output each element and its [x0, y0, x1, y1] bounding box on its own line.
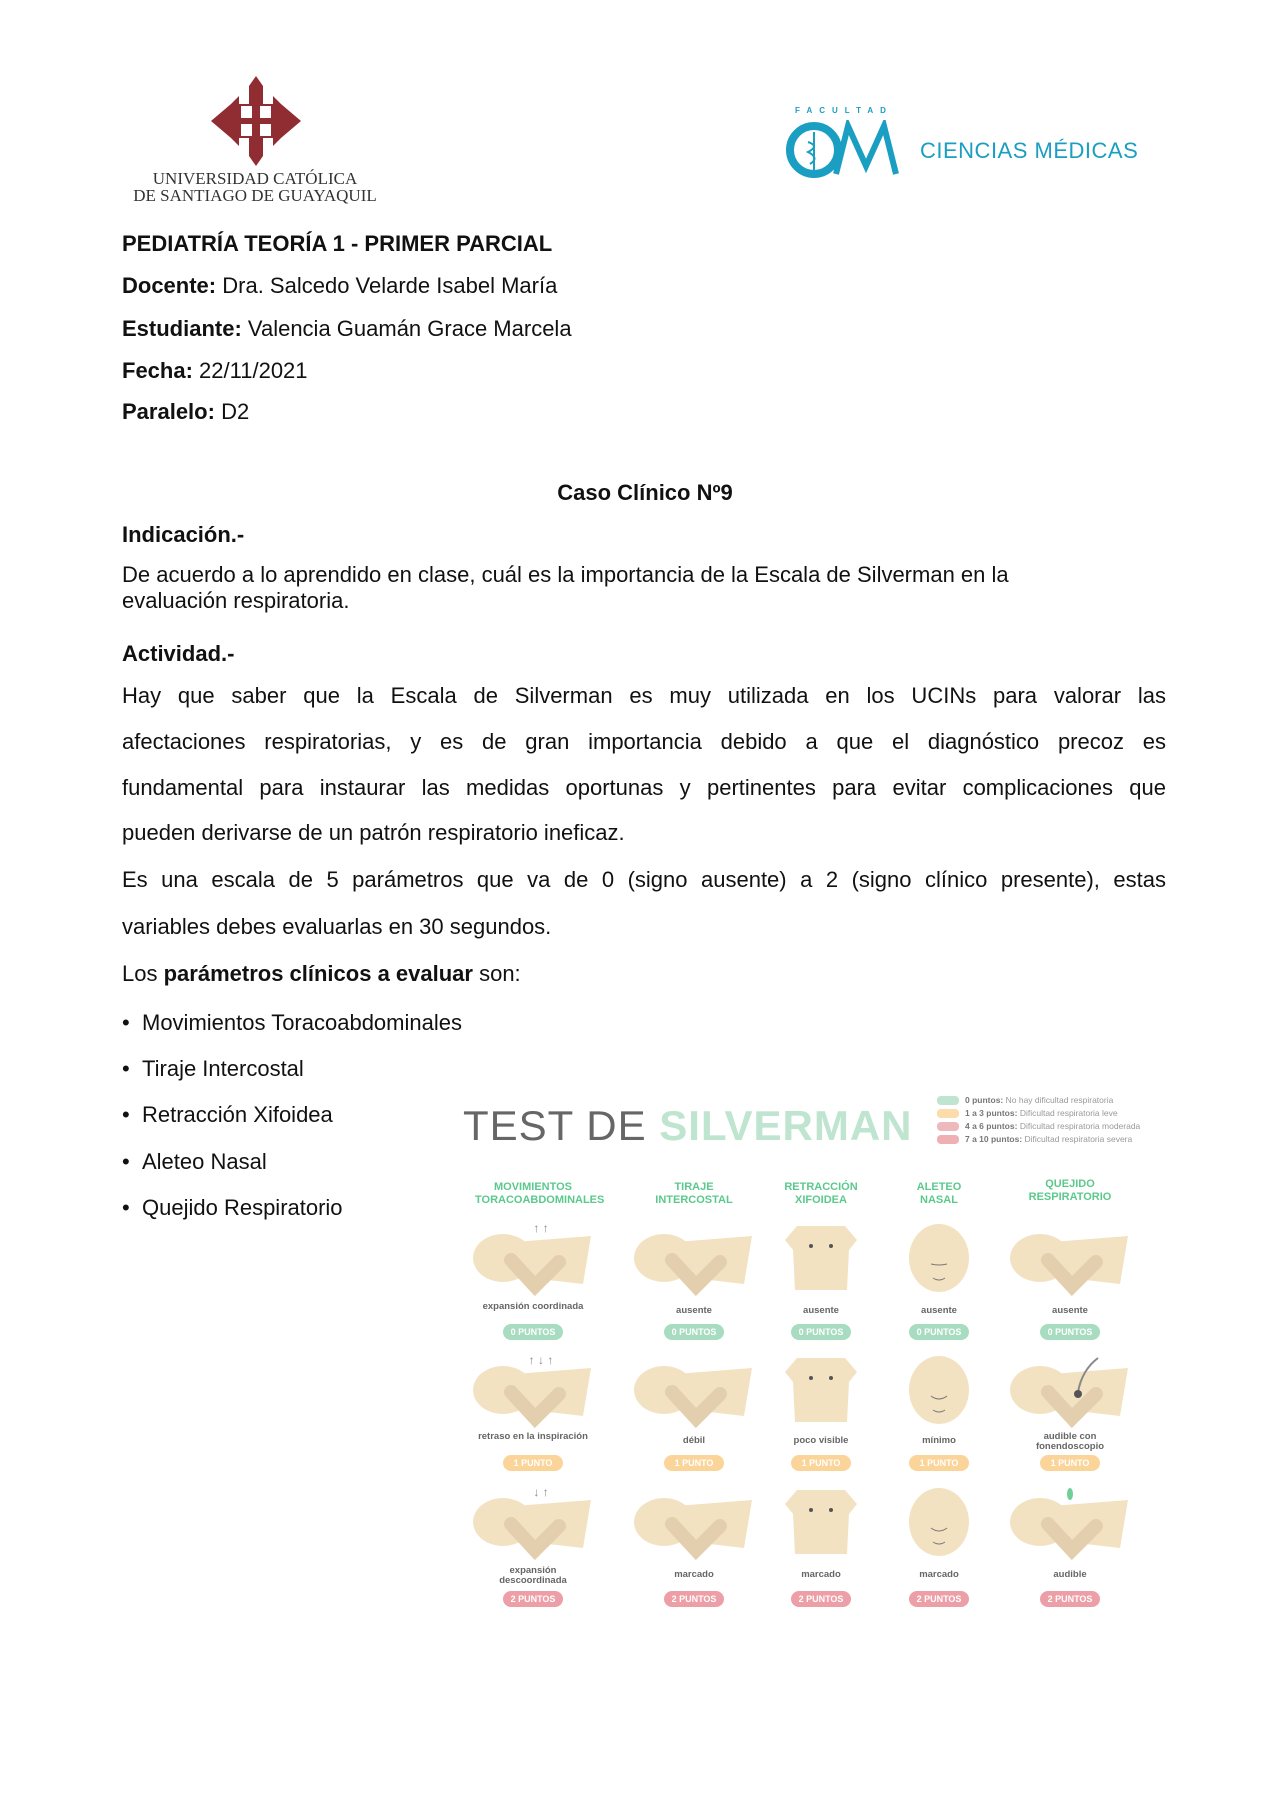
bullet-item: • Movimientos Toracoabdominales	[122, 1010, 462, 1035]
grunting-baby-figure-icon	[1008, 1220, 1132, 1296]
nasal-face-figure-icon	[877, 1220, 1001, 1296]
bullet-item: • Aleteo Nasal	[122, 1149, 267, 1174]
svg-text:↑ ↓ ↑: ↑ ↓ ↑	[528, 1353, 554, 1367]
estudiante-label: Estudiante:	[122, 316, 242, 341]
fecha-label: Fecha:	[122, 358, 193, 383]
score-badge: 0 PUNTOS	[664, 1324, 724, 1340]
score-badge: 2 PUNTOS	[664, 1591, 724, 1607]
docente-line	[122, 273, 557, 299]
paralelo-value: D2	[221, 399, 250, 424]
column-header-line: INTERCOSTAL	[655, 1194, 733, 1206]
score-caption: retraso en la inspiración	[478, 1431, 588, 1442]
university-name-line2: DE SANTIAGO DE GUAYAQUIL	[133, 186, 377, 205]
docente-label: Docente:	[122, 273, 217, 298]
params-post: son:	[472, 961, 521, 986]
ucsg-logo	[211, 76, 301, 166]
title-part-b: SILVERMAN	[659, 1102, 913, 1149]
legend-desc: Dificultad respiratoria leve	[1019, 1108, 1118, 1118]
paralelo-label: Paralelo:	[122, 399, 215, 424]
intercostal-baby-figure-icon	[632, 1220, 756, 1296]
score-caption: audible	[1053, 1569, 1087, 1580]
xiphoid-torso-figure-icon	[759, 1352, 883, 1428]
grunting-baby-figure-icon	[1008, 1484, 1132, 1560]
svg-text:↓ ↑: ↓ ↑	[533, 1485, 549, 1499]
legend-item	[937, 1121, 1140, 1131]
actividad-heading: Actividad.-	[122, 641, 235, 666]
score-caption: audible con fonendoscopio	[1035, 1431, 1105, 1452]
score-caption: ausente	[676, 1305, 712, 1316]
xiphoid-torso-figure-icon	[759, 1484, 883, 1560]
paralelo-line	[122, 399, 249, 425]
silverman-infographic	[460, 1088, 1170, 1618]
legend-desc: Dificultad respiratoria moderada	[1019, 1121, 1141, 1131]
score-caption: débil	[682, 1435, 706, 1446]
paragraph-line: fundamental para instaurar las medidas oportunas y pertinentes para evitar complicaciones que	[122, 775, 1166, 800]
intercostal-baby-figure-icon	[632, 1352, 756, 1428]
legend-item	[937, 1095, 1113, 1105]
score-caption: ausente	[1052, 1305, 1088, 1316]
column-header	[763, 1181, 879, 1207]
estudiante-value: Valencia Guamán Grace Marcela	[247, 316, 572, 341]
column-header-line: QUEJIDO	[1045, 1178, 1095, 1190]
bullet-text: Tiraje Intercostal	[142, 1056, 304, 1081]
score-badge: 0 PUNTOS	[909, 1324, 969, 1340]
legend-swatch	[937, 1109, 959, 1118]
legend-item	[937, 1134, 1132, 1144]
bullet-item: • Tiraje Intercostal	[122, 1056, 304, 1081]
indicacion-line: evaluación respiratoria.	[122, 588, 350, 613]
column-header	[636, 1181, 752, 1207]
score-badge: 2 PUNTOS	[1040, 1591, 1100, 1607]
legend-desc: No hay dificultad respiratoria	[1005, 1095, 1114, 1105]
university-name	[110, 170, 400, 204]
xiphoid-torso-figure-icon	[759, 1220, 883, 1296]
score-badge: 2 PUNTOS	[503, 1591, 563, 1607]
score-caption: marcado	[919, 1569, 959, 1580]
fecha-line	[122, 358, 308, 384]
score-badge: 0 PUNTOS	[1040, 1324, 1100, 1340]
document-title: PEDIATRÍA TEORÍA 1 - PRIMER PARCIAL	[122, 231, 553, 256]
score-badge: 2 PUNTOS	[909, 1591, 969, 1607]
score-caption: expansión coordinada	[482, 1301, 584, 1312]
chest-movement-figure-icon	[471, 1352, 595, 1428]
score-badge: 0 PUNTOS	[503, 1324, 563, 1340]
column-header-line: ALETEO	[916, 1181, 962, 1193]
score-badge: 1 PUNTO	[909, 1455, 969, 1471]
nasal-face-figure-icon	[877, 1352, 1001, 1428]
column-header-line: NASAL	[920, 1194, 958, 1206]
cm-logo-icon	[786, 120, 901, 178]
bullet-item: • Retracción Xifoidea	[122, 1102, 333, 1127]
grunting-baby-figure-icon	[1008, 1352, 1132, 1428]
paragraph-line: afectaciones respiratorias, y es de gran importancia debido a que el diagnóstico precoz es	[122, 729, 1166, 754]
paragraph-line: Hay que saber que la Escala de Silverman es muy utilizada en los UCINs para valorar las	[122, 683, 1166, 708]
title-part-a: TEST DE	[463, 1102, 660, 1149]
intercostal-baby-figure-icon	[632, 1484, 756, 1560]
legend-range: 0 puntos:	[965, 1095, 1004, 1105]
column-header-line: RETRACCIÓN	[784, 1181, 858, 1193]
legend-desc: Dificultad respiratoria severa	[1024, 1134, 1133, 1144]
bullet-text: Aleteo Nasal	[142, 1149, 267, 1174]
column-header-line: XIFOIDEA	[795, 1194, 847, 1206]
paragraph-line: pueden derivarse de un patrón respiratorio ineficaz.	[122, 820, 625, 845]
score-caption: ausente	[921, 1305, 957, 1316]
score-caption: mínimo	[922, 1435, 956, 1446]
score-caption: poco visible	[793, 1435, 849, 1446]
docente-value: Dra. Salcedo Velarde Isabel María	[222, 273, 558, 298]
paragraph-line: variables debes evaluarlas en 30 segundos.	[122, 914, 552, 939]
chest-movement-figure-icon	[471, 1220, 595, 1296]
score-caption: ausente	[803, 1305, 839, 1316]
column-header-line: RESPIRATORIO	[1028, 1191, 1112, 1203]
svg-text:↑ ↑: ↑ ↑	[533, 1221, 549, 1235]
chest-movement-figure-icon	[471, 1484, 595, 1560]
nasal-face-figure-icon	[877, 1484, 1001, 1560]
legend-range: 4 a 6 puntos:	[965, 1121, 1018, 1131]
legend-swatch	[937, 1122, 959, 1131]
column-header	[475, 1181, 605, 1207]
score-badge: 2 PUNTOS	[791, 1591, 851, 1607]
params-pre: Los	[122, 961, 164, 986]
case-title: Caso Clínico Nº9	[557, 480, 733, 505]
legend-swatch	[937, 1096, 959, 1105]
fecha-value: 22/11/2021	[199, 358, 308, 383]
bullet-text: Movimientos Toracoabdominales	[142, 1010, 462, 1035]
score-badge: 1 PUNTO	[791, 1455, 851, 1471]
column-header-line: TIRAJE	[674, 1181, 714, 1193]
legend-swatch	[937, 1135, 959, 1144]
indicacion-heading: Indicación.-	[122, 522, 245, 547]
score-badge: 1 PUNTO	[664, 1455, 724, 1471]
faculty-name: CIENCIAS MÉDICAS	[920, 138, 1139, 163]
legend-item	[937, 1108, 1118, 1118]
legend-range: 7 a 10 puntos:	[965, 1134, 1023, 1144]
params-intro	[122, 961, 521, 987]
column-header	[881, 1181, 997, 1207]
university-name-line1: UNIVERSIDAD CATÓLICA	[152, 169, 358, 188]
infographic-title	[463, 1102, 913, 1150]
params-bold: parámetros clínicos a evaluar	[163, 961, 473, 986]
indicacion-line: De acuerdo a lo aprendido en clase, cuál es la importancia de la Escala de Silverman en la	[122, 562, 1009, 587]
paragraph-line: Es una escala de 5 parámetros que va de 0 (signo ausente) a 2 (signo clínico presente), estas	[122, 867, 1166, 892]
estudiante-line	[122, 316, 572, 342]
score-badge: 0 PUNTOS	[791, 1324, 851, 1340]
column-header	[1012, 1178, 1128, 1204]
score-badge: 1 PUNTO	[1040, 1455, 1100, 1471]
score-caption: expansión descoordinada	[499, 1565, 567, 1586]
ucsg-cross-icon	[211, 76, 301, 166]
bullet-item: • Quejido Respiratorio	[122, 1195, 343, 1220]
column-header-line: TORACOABDOMINALES	[475, 1194, 605, 1206]
score-caption: marcado	[674, 1569, 714, 1580]
bullet-text: Retracción Xifoidea	[142, 1102, 333, 1127]
column-header-line: MOVIMIENTOS	[493, 1181, 573, 1193]
bullet-text: Quejido Respiratorio	[142, 1195, 343, 1220]
score-badge: 1 PUNTO	[503, 1455, 563, 1471]
legend-range: 1 a 3 puntos:	[965, 1108, 1018, 1118]
score-caption: marcado	[801, 1569, 841, 1580]
faculty-label: FACULTAD	[795, 106, 893, 115]
